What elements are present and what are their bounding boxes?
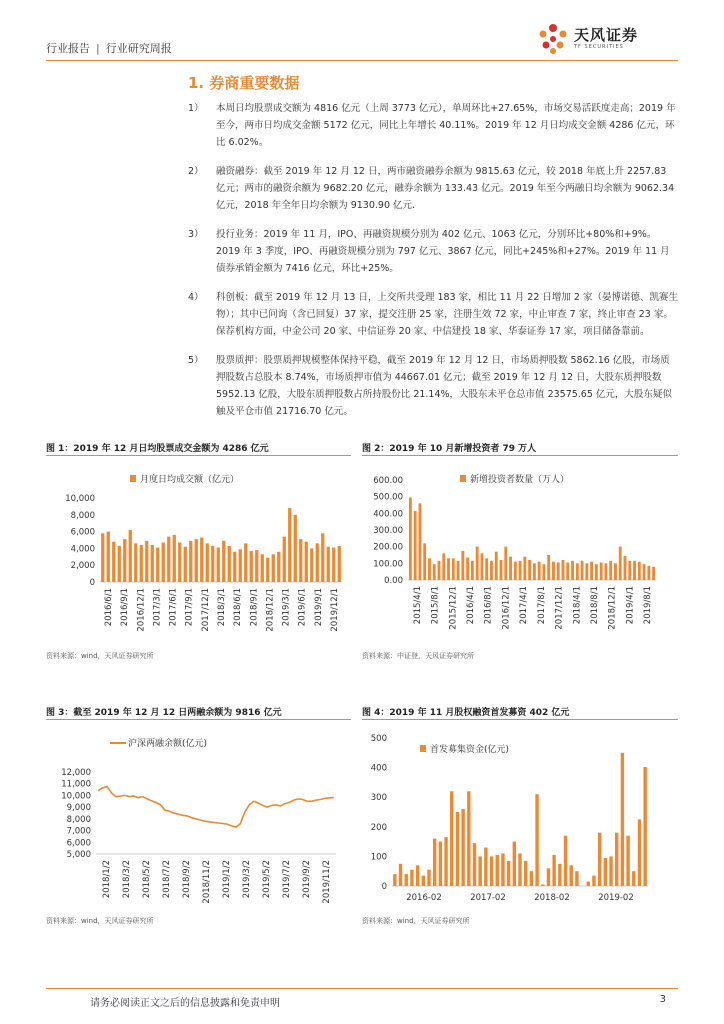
bar xyxy=(129,530,132,582)
bar xyxy=(200,537,203,582)
bar xyxy=(504,547,507,580)
bar xyxy=(399,864,402,886)
x-tick-label: 2019/4/1 xyxy=(625,586,636,625)
bar xyxy=(409,498,412,581)
bar xyxy=(609,561,612,580)
figure-1-divider xyxy=(46,455,351,456)
bar xyxy=(569,865,572,886)
x-tick-label: 2019/3/2 xyxy=(242,860,252,899)
bar xyxy=(490,561,493,580)
bar xyxy=(552,855,555,886)
bar xyxy=(473,843,476,886)
x-tick-label: 2017/6/1 xyxy=(168,588,179,627)
item-number: 4） xyxy=(188,292,204,303)
bar xyxy=(222,541,225,582)
bar xyxy=(619,547,622,580)
bar xyxy=(228,546,231,582)
y-tick-label: 10,000 xyxy=(61,791,91,802)
list-item xyxy=(188,352,678,420)
x-tick-label: 2016/4/1 xyxy=(466,586,476,625)
legend-swatch xyxy=(460,475,466,482)
bar xyxy=(283,537,286,582)
y-tick-label: 12,000 xyxy=(61,768,91,778)
bar xyxy=(564,836,567,886)
bar xyxy=(195,539,198,582)
footer-divider xyxy=(46,988,678,989)
x-tick-label: 2015/4/1 xyxy=(412,586,423,625)
x-tick-label: 2018/3/1 xyxy=(217,588,227,627)
y-tick-label: 300.00 xyxy=(373,526,403,536)
bar xyxy=(558,864,561,886)
bar xyxy=(433,564,436,580)
y-tick-label: 100.00 xyxy=(373,559,403,570)
bar xyxy=(261,554,264,582)
y-tick-label: 400.00 xyxy=(373,509,403,520)
bar xyxy=(450,791,453,886)
x-tick-label: 2016/8/1 xyxy=(483,586,494,625)
bar xyxy=(633,561,636,580)
item-text: 融资融券：截至 2019 年 12 月 12 日，两市融资融券余额为 9815.63 亿元，较 2018 年底上升 2257.83 亿元；两市的融资余额为 9682.20 亿元，融券余额为 133.43 亿元。2019 年至今两融日均余额为 9062.34 亿元，2018 年全年日均余额为 9130.90 亿元. xyxy=(216,166,675,211)
bar xyxy=(277,552,280,582)
bar xyxy=(533,563,536,580)
bar xyxy=(566,563,569,581)
y-tick-label: 10,000 xyxy=(65,494,95,504)
item-text: 科创板：截至 2019 年 12 月 13 日，上交所共受理 183 家，相比 11 月 22 日增加 2 家（晏博诺德、凯赛生物）；其中已问询（含已回复）37 家，提交注册 25 家，注册生效 72 家，中止审查 7 家，终止审查 23 家。保荐机构方面，中金公司 20 家、中信证券 20 家、中信建投 18 家、华泰证券 17 家，项目储备靠前。 xyxy=(216,292,678,337)
header-subcategory: 行业研究周报 xyxy=(105,42,172,55)
bar xyxy=(628,561,631,580)
bar xyxy=(162,543,165,582)
bar xyxy=(621,753,624,886)
x-tick-label: 2019/12/1 xyxy=(329,588,340,632)
list-item xyxy=(188,100,678,151)
x-tick-label: 2019/9/1 xyxy=(313,588,324,627)
x-tick-label: 2017/9/1 xyxy=(184,588,195,627)
bar xyxy=(427,870,430,886)
footer-disclaimer: 请务必阅读正文之后的信息披露和免责申明 xyxy=(90,998,280,1009)
y-tick-label: 0 xyxy=(381,882,387,892)
bar xyxy=(581,561,584,580)
figure-3-chart xyxy=(46,724,351,914)
y-tick-label: 7,000 xyxy=(66,826,91,837)
bar xyxy=(217,548,220,582)
bar xyxy=(471,561,474,580)
bar xyxy=(615,833,618,886)
bar xyxy=(575,871,578,886)
bar xyxy=(118,546,121,582)
bar xyxy=(428,558,431,580)
bar xyxy=(145,541,148,582)
bar xyxy=(422,876,425,886)
figure-3-divider xyxy=(46,719,351,720)
logo-text-en: TF SECURITIES xyxy=(574,44,624,50)
x-tick-label: 2019/9/2 xyxy=(302,860,312,899)
bar xyxy=(552,562,555,580)
bar xyxy=(272,554,275,582)
x-tick-label: 2017/8/1 xyxy=(536,586,547,625)
bar xyxy=(310,548,313,582)
item-text: 投行业务：2019 年 11 月，IPO、再融资规模分别为 402 亿元、1063 亿元，分别环比+80%和+9%。2019 年 3 季度，IPO、再融资规模分别为 797 亿元、3867 亿元，同比+245%和+27%。2019 年 11 月债券承销金额为 7416 亿元，环比+25%。 xyxy=(216,229,670,274)
x-tick-label: 2018/12/1 xyxy=(265,588,276,632)
x-tick-label: 2018/8/1 xyxy=(590,586,600,625)
bar xyxy=(167,537,170,582)
x-tick-label: 2016/6/1 xyxy=(104,588,115,627)
bar xyxy=(438,561,441,580)
x-tick-label: 2018/5/2 xyxy=(142,860,152,899)
bar xyxy=(456,812,459,886)
bar xyxy=(528,560,531,580)
figure-2-title: 图 2：2019 年 10 月新增投资者 79 万人 xyxy=(362,444,537,454)
figure-1-svg xyxy=(46,460,351,650)
bar xyxy=(211,546,214,582)
bar xyxy=(647,566,650,580)
bar xyxy=(250,551,253,582)
bar xyxy=(557,563,560,581)
x-tick-label: 2017/12/1 xyxy=(554,586,565,630)
bar xyxy=(134,543,137,582)
x-tick-label: 2019/8/1 xyxy=(643,586,654,625)
bar xyxy=(233,552,236,582)
figure-1-source: 资料来源：wind，天风证券研究所 xyxy=(46,652,154,660)
legend-label: 新增投资者数量（万人） xyxy=(470,475,570,485)
bar xyxy=(178,543,181,582)
x-tick-label: 2019/6/1 xyxy=(297,588,308,627)
bar xyxy=(332,548,335,582)
x-tick-label: 2016/12/1 xyxy=(501,586,512,630)
y-tick-label: 400 xyxy=(370,763,387,774)
bar xyxy=(452,558,455,580)
bar xyxy=(151,545,154,582)
bar xyxy=(316,543,319,582)
x-tick-label: 2016/9/1 xyxy=(120,588,131,627)
figure-2-chart xyxy=(362,460,678,650)
bar xyxy=(585,563,588,580)
bar xyxy=(239,549,242,582)
x-tick-label: 2017/12/1 xyxy=(200,588,211,632)
bar xyxy=(513,842,516,886)
y-tick-label: 9,000 xyxy=(66,803,91,814)
legend-label: 沪深两融余额(亿元) xyxy=(128,739,208,749)
bar xyxy=(626,836,629,886)
figure-4-title: 图 4：2019 年 11 月股权融资首发募资 402 亿元 xyxy=(362,708,570,718)
x-tick-label: 2018/4/1 xyxy=(572,586,583,625)
bar xyxy=(624,556,627,580)
y-tick-label: 11,000 xyxy=(61,779,91,790)
bar xyxy=(294,515,297,582)
item-number: 5） xyxy=(188,355,204,366)
bar xyxy=(467,791,470,886)
bar xyxy=(576,563,579,580)
bar xyxy=(541,885,544,886)
company-logo xyxy=(534,20,674,60)
bar xyxy=(184,547,187,582)
bar xyxy=(266,558,269,582)
x-tick-label: 2018/7/2 xyxy=(162,860,172,899)
data-items-list xyxy=(188,100,678,432)
bar xyxy=(507,861,510,886)
x-tick-label: 2019-02 xyxy=(598,893,634,903)
figure-3-source: 资料来源：wind，天风证券研究所 xyxy=(46,917,154,925)
x-tick-label: 2015/12/1 xyxy=(448,586,459,630)
header-separator: | xyxy=(96,42,100,55)
figure-2-svg xyxy=(362,460,678,650)
bar xyxy=(632,871,635,886)
x-tick-label: 2018/6/1 xyxy=(233,588,244,627)
bar xyxy=(598,833,601,886)
y-tick-label: 500 xyxy=(370,734,387,744)
item-text: 本周日均股票成交额为 4816 亿元（上周 3773 亿元），单周环比+27.65%，市场交易活跃度走高；2019 年至今，两市日均成交金额 5172 亿元，同比上年增长 40.11%。2019 年 12 月日均成交金额 4286 亿元，环比 6.02%。 xyxy=(216,103,676,148)
bar xyxy=(321,533,324,582)
bar xyxy=(500,560,503,580)
logo-icon xyxy=(534,20,572,58)
bar xyxy=(524,861,527,886)
bar xyxy=(538,562,541,580)
series-line xyxy=(98,787,334,828)
bar xyxy=(416,865,419,886)
bar xyxy=(496,855,499,886)
figure-4-chart xyxy=(362,724,678,914)
x-tick-label: 2019/3/1 xyxy=(281,588,292,627)
header-category: 行业报告 xyxy=(46,42,90,55)
bar xyxy=(638,562,641,580)
bar xyxy=(442,553,445,580)
figure-2-divider xyxy=(362,455,678,456)
bar xyxy=(410,870,413,886)
x-tick-label: 2015/8/1 xyxy=(430,586,441,625)
bar xyxy=(189,541,192,582)
bar xyxy=(447,558,450,580)
bar xyxy=(206,543,209,582)
bar xyxy=(288,508,291,582)
legend-label: 月度日均成交额（亿元） xyxy=(140,475,240,485)
figure-2-source: 资料来源：中证登，天风证券研究所 xyxy=(362,652,474,660)
bar xyxy=(327,547,330,582)
bar xyxy=(518,853,521,886)
figure-4-source: 资料来源：wind，天风证券研究所 xyxy=(362,917,470,925)
bar xyxy=(123,539,126,582)
bar xyxy=(519,561,522,580)
x-tick-label: 2017-02 xyxy=(470,893,506,903)
bar xyxy=(433,839,436,886)
bar xyxy=(255,550,258,582)
bar xyxy=(485,558,488,580)
bar xyxy=(444,837,447,886)
bar xyxy=(439,842,442,886)
bar xyxy=(173,535,176,582)
x-tick-label: 2018/11/2 xyxy=(202,860,212,904)
figure-3-title: 图 3：截至 2019 年 12 月 12 日两融余额为 9816 亿元 xyxy=(46,708,282,718)
legend-swatch xyxy=(130,475,136,482)
item-number: 3） xyxy=(188,229,204,240)
bar xyxy=(604,858,607,886)
bar xyxy=(244,543,247,582)
list-item xyxy=(188,163,678,214)
bar xyxy=(604,563,607,580)
bar xyxy=(466,558,469,581)
bar xyxy=(547,555,550,580)
bar xyxy=(414,511,417,580)
x-tick-label: 2016/12/1 xyxy=(136,588,147,632)
bar xyxy=(480,553,483,580)
y-tick-label: 4,000 xyxy=(70,544,95,555)
x-tick-label: 2018/3/2 xyxy=(122,860,132,899)
bar xyxy=(484,848,487,886)
bar xyxy=(547,868,550,886)
y-tick-label: 600.00 xyxy=(373,476,403,486)
bar xyxy=(600,563,603,581)
y-tick-label: 0.00 xyxy=(384,576,403,586)
bar xyxy=(112,542,115,582)
section-title: 1. 券商重要数据 xyxy=(188,74,300,92)
bar xyxy=(305,542,308,582)
bar xyxy=(299,539,302,582)
y-tick-label: 8,000 xyxy=(66,814,91,825)
y-tick-label: 500.00 xyxy=(373,492,403,503)
bar xyxy=(609,856,612,886)
bar xyxy=(509,557,512,580)
x-tick-label: 2019/7/2 xyxy=(282,860,292,899)
bar xyxy=(562,560,565,580)
bar xyxy=(501,853,504,886)
bar xyxy=(140,545,143,582)
x-tick-label: 2018/9/1 xyxy=(249,588,260,627)
bar xyxy=(418,503,421,580)
bar xyxy=(393,874,396,886)
bar xyxy=(638,819,641,886)
figure-4-divider xyxy=(362,719,678,720)
bar xyxy=(490,856,493,886)
bar xyxy=(587,882,590,886)
bar xyxy=(643,564,646,580)
y-tick-label: 6,000 xyxy=(70,527,95,538)
x-tick-label: 2018/12/1 xyxy=(607,586,618,630)
bar xyxy=(514,562,517,580)
list-item xyxy=(188,289,678,340)
bar xyxy=(523,557,526,580)
legend-swatch xyxy=(420,745,426,752)
item-number: 2） xyxy=(188,166,204,177)
bar xyxy=(542,564,545,580)
bar xyxy=(423,543,426,580)
bar xyxy=(495,552,498,580)
y-tick-label: 2,000 xyxy=(70,561,95,572)
y-tick-label: 8,000 xyxy=(70,510,95,521)
page-number: 3 xyxy=(659,994,666,1005)
logo-text-cn: 天风证券 xyxy=(574,26,639,44)
x-tick-label: 2018-02 xyxy=(534,893,570,903)
x-tick-label: 2016-02 xyxy=(406,893,442,903)
header-divider xyxy=(46,60,678,61)
bar xyxy=(643,767,646,886)
item-number: 1） xyxy=(188,103,204,114)
bar xyxy=(571,561,574,580)
bar xyxy=(652,567,655,580)
bar xyxy=(614,563,617,580)
x-tick-label: 2017/3/1 xyxy=(152,588,163,627)
legend-label: 首发募集资金(亿元) xyxy=(430,745,510,755)
y-tick-label: 300 xyxy=(370,793,387,804)
y-tick-label: 200 xyxy=(370,822,387,833)
x-tick-label: 2018/1/2 xyxy=(102,860,112,899)
bar xyxy=(107,532,110,582)
item-text: 股票质押：股票质押规模整体保持平稳，截至 2019 年 12 月 12 日，市场质押股数 5862.16 亿股，市场质押股数占总股本 8.74%，市场质押市值为 44667.01 亿元；截至 2019 年 12 月 12 日，大股东质押股数 5952.13 亿股，大股东质押股数占所持股份比 21.14%，大股东未平仓总市值 23575.65 亿元，大股东疑似触及平仓市值 21716.70 亿元。 xyxy=(216,355,672,417)
bar xyxy=(530,871,533,886)
x-tick-label: 2018/9/2 xyxy=(182,860,192,899)
bar xyxy=(457,561,460,580)
x-tick-label: 2019/1/2 xyxy=(222,860,232,899)
bar xyxy=(461,551,464,580)
bar xyxy=(595,564,598,580)
figure-4-svg xyxy=(362,724,678,914)
x-tick-label: 2017/4/1 xyxy=(519,586,530,625)
x-tick-label: 2019/11/2 xyxy=(322,860,332,904)
list-item xyxy=(188,226,678,277)
report-header xyxy=(46,40,172,56)
figure-3-svg xyxy=(46,724,351,914)
y-tick-label: 100 xyxy=(370,852,387,863)
bar xyxy=(476,547,479,580)
bar xyxy=(478,856,481,886)
y-tick-label: 5,000 xyxy=(66,850,91,860)
x-tick-label: 2019/5/2 xyxy=(262,860,272,899)
bar xyxy=(535,794,538,886)
y-tick-label: 200.00 xyxy=(373,542,403,553)
y-tick-label: 0 xyxy=(89,578,95,588)
bar xyxy=(405,874,408,886)
bar xyxy=(590,562,593,580)
bar xyxy=(338,546,341,582)
y-tick-label: 6,000 xyxy=(66,838,91,849)
figure-1-chart xyxy=(46,460,351,650)
bar xyxy=(461,809,464,886)
bar xyxy=(156,548,159,582)
bar xyxy=(592,876,595,886)
figure-1-title: 图 1：2019 年 12 月日均股票成交金额为 4286 亿元 xyxy=(46,444,269,454)
bar xyxy=(101,533,104,582)
